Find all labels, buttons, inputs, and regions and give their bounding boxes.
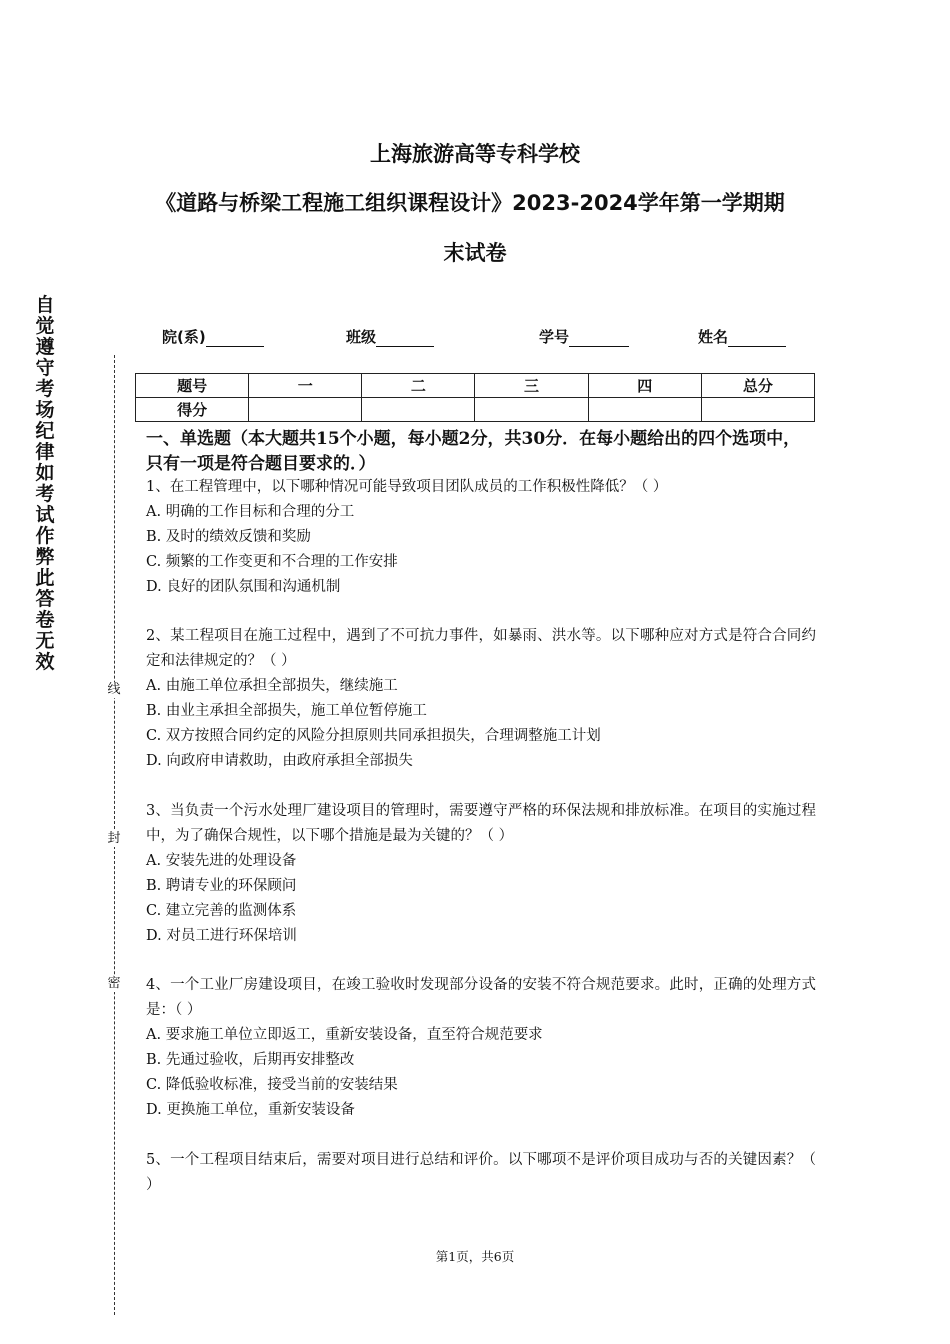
question-2 <box>146 624 816 774</box>
score-table-score-row <box>136 398 815 422</box>
score-table-header-row <box>136 374 815 398</box>
mark-seal: 封 <box>104 831 124 847</box>
question-stem: 5、一个工程项目结束后，需要对项目进行总结和评价。以下哪项不是评价项目成功与否的关键因素？（ ） <box>146 1152 816 1193</box>
exam-title: 《道路与桥梁工程施工组织课程设计》2023-2024学年第一学期期 <box>155 191 785 215</box>
exam-title-cont: 末试卷 <box>443 241 507 265</box>
dept-label: 院(系) <box>162 328 206 346</box>
name-label: 姓名 <box>698 328 729 346</box>
option-b: B. 聘请专业的环保顾问 <box>146 878 297 894</box>
score-header-cell: 二 <box>362 374 475 398</box>
option-a: A. 由施工单位承担全部损失，继续施工 <box>146 678 398 694</box>
score-cell[interactable] <box>362 398 475 422</box>
name-field[interactable] <box>698 326 786 347</box>
score-header-cell: 三 <box>475 374 588 398</box>
section-heading: 一、单选题（本大题共15个小题，每小题2分，共30分．在每小题给出的四个选项中，只有一项是符合题目要求的．） <box>146 429 801 474</box>
score-header-cell: 题号 <box>136 374 249 398</box>
mark-line: 线 <box>104 682 124 698</box>
option-c: C. 频繁的工作变更和不合理的工作安排 <box>146 554 398 570</box>
question-4 <box>146 973 816 1123</box>
option-d: D. 良好的团队氛围和沟通机制 <box>146 579 341 595</box>
question-stem: 1、在工程管理中，以下哪种情况可能导致项目团队成员的工作积极性降低？（ ） <box>146 479 668 495</box>
score-cell[interactable] <box>475 398 588 422</box>
option-d: D. 向政府申请救助，由政府承担全部损失 <box>146 753 413 769</box>
option-b: B. 及时的绩效反馈和奖励 <box>146 529 311 545</box>
dept-field[interactable] <box>162 326 264 347</box>
option-a: A. 要求施工单位立即返工，重新安装设备，直至符合规范要求 <box>146 1027 543 1043</box>
school-name: 上海旅游高等专科学校 <box>370 142 580 166</box>
score-header-cell: 四 <box>588 374 701 398</box>
option-d: D. 对员工进行环保培训 <box>146 928 297 944</box>
score-row-label: 得分 <box>136 398 249 422</box>
option-c: C. 建立完善的监测体系 <box>146 903 297 919</box>
score-header-cell: 一 <box>249 374 362 398</box>
mark-secret: 密 <box>104 976 124 992</box>
question-stem: 4、一个工业厂房建设项目，在竣工验收时发现部分设备的安装不符合规范要求。此时，正确的处理方式是：（ ） <box>146 977 816 1018</box>
option-a: A. 明确的工作目标和合理的分工 <box>146 504 355 520</box>
score-cell[interactable] <box>701 398 814 422</box>
question-stem: 3、当负责一个污水处理厂建设项目的管理时，需要遵守严格的环保法规和排放标准。在项目的实施过程中，为了确保合规性，以下哪个措施是最为关键的？（ ） <box>146 803 816 844</box>
student-id-label: 学号 <box>539 328 570 346</box>
question-3 <box>146 799 816 949</box>
option-c: C. 降低验收标准，接受当前的安装结果 <box>146 1077 398 1093</box>
score-header-cell: 总分 <box>701 374 814 398</box>
score-cell[interactable] <box>249 398 362 422</box>
question-stem: 2、某工程项目在施工过程中，遇到了不可抗力事件，如暴雨、洪水等。以下哪种应对方式是符合合同约定和法律规定的？（ ） <box>146 628 816 669</box>
score-cell[interactable] <box>588 398 701 422</box>
question-1 <box>146 475 816 600</box>
class-label: 班级 <box>346 328 377 346</box>
question-5 <box>146 1148 816 1198</box>
option-b: B. 由业主承担全部损失，施工单位暂停施工 <box>146 703 427 719</box>
option-a: A. 安装先进的处理设备 <box>146 853 297 869</box>
option-c: C. 双方按照合同约定的风险分担原则共同承担损失，合理调整施工计划 <box>146 728 601 744</box>
score-table <box>135 373 815 422</box>
option-b: B. 先通过验收，后期再安排整改 <box>146 1052 355 1068</box>
page-number: 第1页，共6页 <box>435 1249 515 1264</box>
student-id-field[interactable] <box>539 326 629 347</box>
class-field[interactable] <box>346 326 434 347</box>
option-d: D. 更换施工单位，重新安装设备 <box>146 1102 355 1118</box>
binding-warning: 自觉遵守考场纪律如考试作弊此答卷无效 <box>35 294 55 673</box>
